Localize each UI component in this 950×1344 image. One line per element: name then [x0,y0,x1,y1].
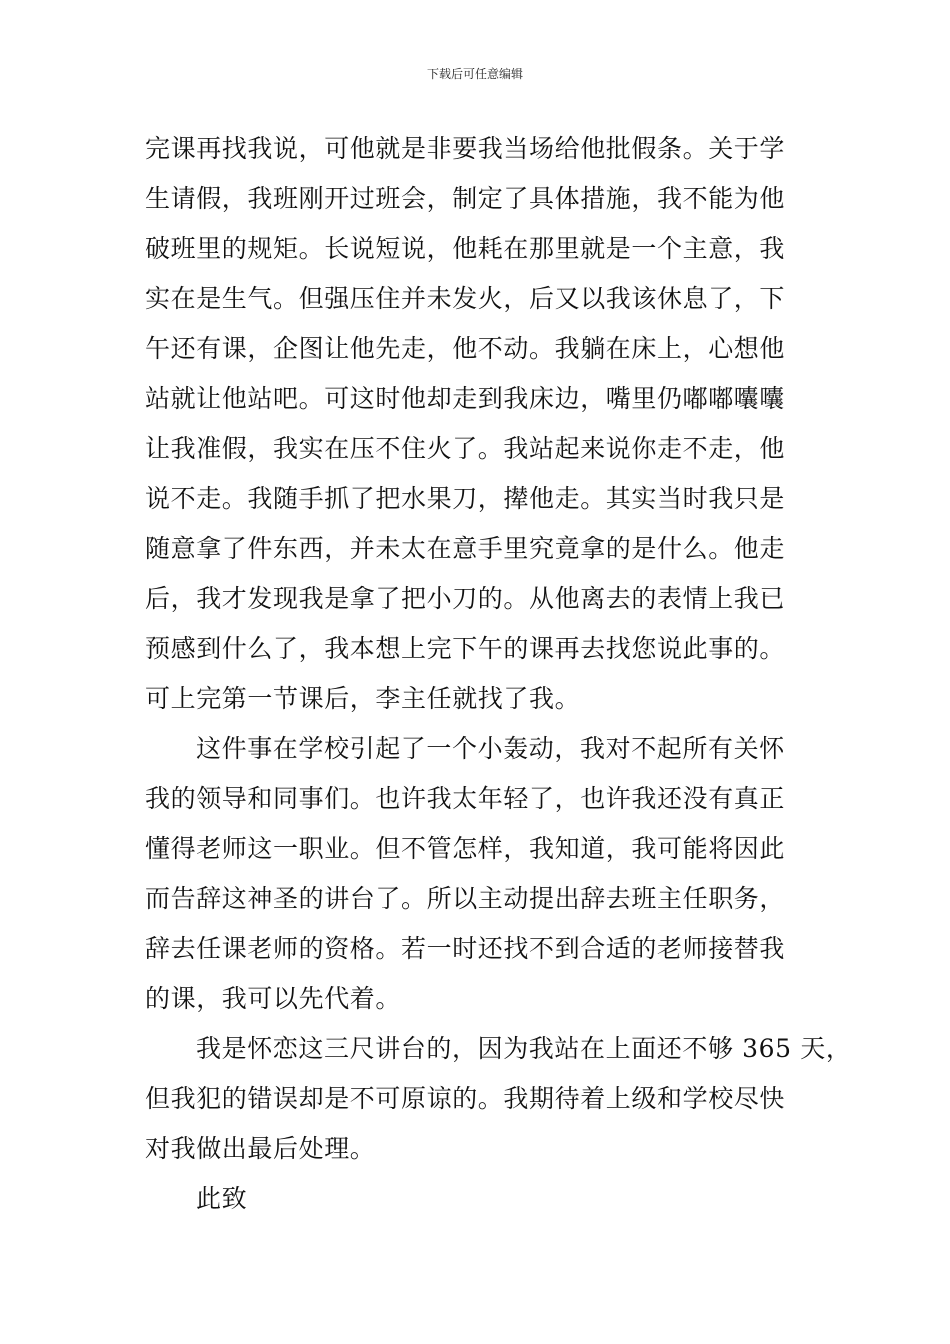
text-line: 随意拿了件东西，并未太在意手里究竟拿的是什么。他走 [145,534,786,563]
text-line: 而告辞这神圣的讲台了。所以主动提出辞去班主任职务， [145,884,786,913]
text-line: 我的领导和同事们。也许我太年轻了，也许我还没有真正 [145,784,786,813]
text-line: 辞去任课老师的资格。若一时还找不到合适的老师接替我 [145,934,786,963]
text-line: 的课，我可以先代着。 [145,984,402,1013]
text-line: 午还有课，企图让他先走，他不动。我躺在床上，心想他 [145,334,786,363]
text-line: 完课再找我说，可他就是非要我当场给他批假条。关于学 [145,134,786,163]
text-line: 破班里的规矩。长说短说，他耗在那里就是一个主意，我 [145,234,786,263]
text-line: 说不走。我随手抓了把水果刀，撵他走。其实当时我只是 [145,484,786,513]
page-header: 下载后可任意编辑 [426,67,523,81]
text-line: 但我犯的错误却是不可原谅的。我期待着上级和学校尽快 [145,1084,786,1113]
text-line: 这件事在学校引起了一个小轰动，我对不起所有关怀 [196,734,785,763]
text-line: 此致 [196,1184,248,1213]
text-line: 我是怀恋这三尺讲台的，因为我站在上面还不够 365 天， [196,1034,852,1063]
text-line: 实在是生气。但强压住并未发火，后又以我该休息了，下 [145,284,786,313]
text-line: 让我准假，我实在压不住火了。我站起来说你走不走，他 [145,434,786,463]
text-line: 懂得老师这一职业。但不管怎样，我知道，我可能将因此 [145,834,786,863]
document-body [145,124,852,1224]
text-line: 可上完第一节课后，李主任就找了我。 [145,684,581,713]
text-line: 后，我才发现我是拿了把小刀的。从他离去的表情上我已 [145,584,786,613]
text-line: 预感到什么了，我本想上完下午的课再去找您说此事的。 [145,634,786,663]
text-line: 生请假，我班刚开过班会，制定了具体措施，我不能为他 [145,184,786,213]
text-line: 站就让他站吧。可这时他却走到我床边，嘴里仍嘟嘟囔囔 [145,384,786,413]
text-line: 对我做出最后处理。 [145,1134,376,1163]
